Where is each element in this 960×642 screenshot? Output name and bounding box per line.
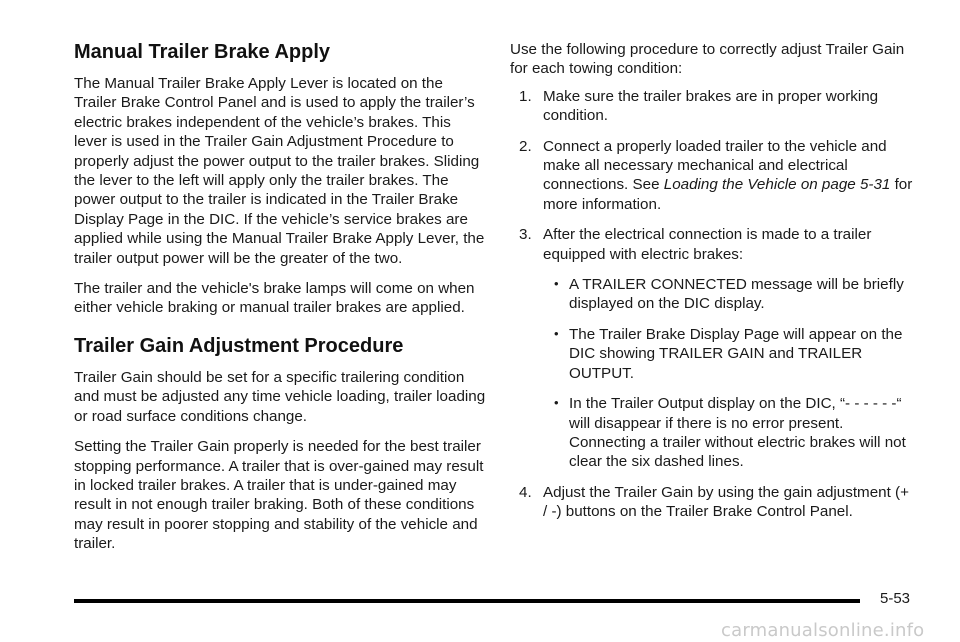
right-column xyxy=(510,40,915,533)
step-text-after: for more information. xyxy=(543,176,913,213)
footer-rule xyxy=(74,599,860,603)
step-number: 3. xyxy=(519,226,532,244)
bullet-dot: • xyxy=(554,395,559,411)
bullet-text: The Trailer Brake Display Page will appear on the DIC showing TRAILER GAIN and TRAILER OUTPUT. xyxy=(569,325,903,382)
bullet-item xyxy=(543,394,915,472)
heading-manual-trailer-brake-apply: Manual Trailer Brake Apply xyxy=(74,41,331,63)
procedure-step xyxy=(510,87,915,126)
bullet-dot: • xyxy=(554,276,559,292)
paragraph-lever-description: The Manual Trailer Brake Apply Lever is located on the Trailer Brake Control Panel and is used to apply the trailer’s electric brakes independent of the vehicle’s brakes. This lever is used in the Trailer Gain Adjustment Procedure to properly adjust the power output to the trailer brakes. Sliding the lever to the left will apply only the trailer brakes. The power output to the trailer is indicated in the Trailer Brake Display Page in the DIC. If the vehicle’s service brakes are applied while using the Manual Trailer Brake Apply Lever, the trailer output power will be the greater of the two. xyxy=(74,75,485,267)
step-number: 2. xyxy=(519,137,532,155)
step-text: Adjust the Trailer Gain by using the gain adjustment (+ / -) buttons on the Trailer Brake Control Panel. xyxy=(543,483,909,521)
paragraph-gain-performance: Setting the Trailer Gain properly is needed for the best trailer stopping performance. A trailer that is over-gained may result in locked trailer brakes. A trailer that is under-gained may result in not enough trailer braking. Both of these conditions may result in poorer stopping and stability of the vehicle and trailer. xyxy=(74,438,484,553)
heading-trailer-gain-adjustment: Trailer Gain Adjustment Procedure xyxy=(74,334,404,357)
watermark: carmanualsonline.info xyxy=(721,620,925,641)
bullet-dot: • xyxy=(554,325,559,341)
procedure-step xyxy=(510,483,915,522)
bullet-text: A TRAILER CONNECTED message will be briefly displayed on the DIC display. xyxy=(569,276,904,313)
procedure-intro: Use the following procedure to correctly adjust Trailer Gain for each towing condition: xyxy=(510,41,905,78)
step-text: After the electrical connection is made to a trailer equipped with electric brakes: xyxy=(543,226,872,263)
bullet-item xyxy=(543,325,915,383)
procedure-step xyxy=(510,225,915,471)
procedure-steps xyxy=(510,87,915,522)
step-number: 4. xyxy=(519,483,532,501)
step-text: Connect a properly loaded trailer to the vehicle and make all necessary mechanical and electrical connections. See xyxy=(543,137,887,194)
bullet-item xyxy=(543,275,915,314)
bullet-text: In the Trailer Output display on the DIC, “- - - - - -“ will disappear if there is no error present. Connecting a trailer without electric brakes will not clear the six dashed lines. xyxy=(569,395,906,471)
step-number: 1. xyxy=(519,87,532,105)
step-bullets xyxy=(543,275,915,472)
cross-reference-link[interactable]: Loading the Vehicle on page 5-31 xyxy=(663,176,891,194)
paragraph-gain-setting: Trailer Gain should be set for a specific trailering condition and must be adjusted any time vehicle loading, trailer loading or road surface conditions change. xyxy=(74,368,486,425)
step-text: Make sure the trailer brakes are in proper working condition. xyxy=(543,87,879,125)
paragraph-brake-lamps: The trailer and the vehicle's brake lamps will come on when either vehicle braking or manual trailer brakes are applied. xyxy=(74,280,475,317)
procedure-step xyxy=(510,137,915,215)
left-column xyxy=(74,40,486,565)
page-number: 5-53 xyxy=(880,590,911,607)
